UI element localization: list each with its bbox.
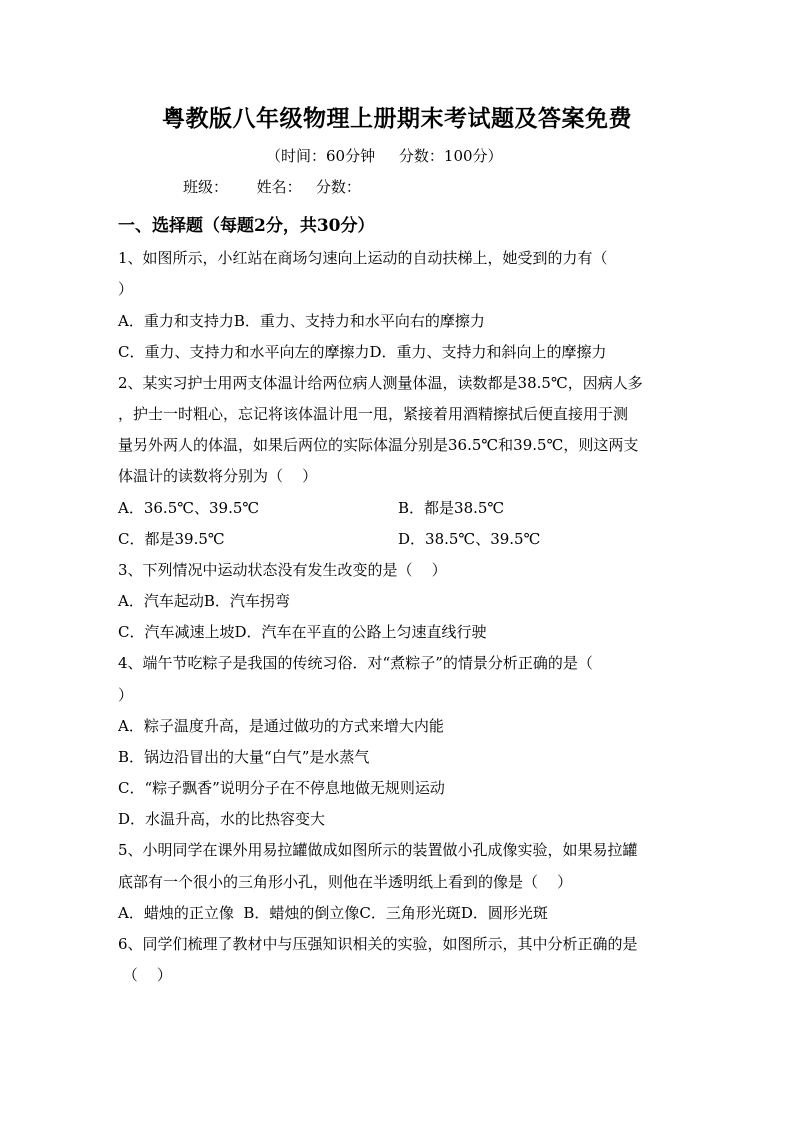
question-2-stem-cont: 量另外两人的体温，如果后两位的实际体温分别是36.5℃和39.5℃，则这两支 bbox=[118, 436, 639, 454]
question-2-option-d: D．38.5℃、39.5℃ bbox=[398, 530, 541, 548]
question-5-options: A．蜡烛的正立像 B．蜡烛的倒立像C．三角形光斑D．圆形光斑 bbox=[118, 904, 548, 922]
question-4-option-b: B．锅边沿冒出的大量“白气”是水蒸气 bbox=[118, 748, 370, 766]
question-1-stem-cont: ） bbox=[118, 280, 134, 298]
question-1-options-ab: A．重力和支持力B．重力、支持力和水平向右的摩擦力 bbox=[118, 312, 485, 330]
question-6-stem: 6、同学们梳理了教材中与压强知识相关的实验，如图所示，其中分析正确的是 bbox=[118, 935, 638, 953]
question-3-options-cd: C．汽车减速上坡D．汽车在平直的公路上匀速直线行驶 bbox=[118, 623, 487, 641]
question-1-options-cd: C．重力、支持力和水平向左的摩擦力D．重力、支持力和斜向上的摩擦力 bbox=[118, 343, 607, 361]
question-2-stem: 2、某实习护士用两支体温计给两位病人测量体温，读数都是38.5℃，因病人多 bbox=[118, 374, 643, 392]
question-4-option-c: C．“粽子飘香”说明分子在不停息地做无规则运动 bbox=[118, 779, 445, 797]
question-6-stem-cont: （ ） bbox=[118, 966, 172, 984]
question-2-stem-cont: ，护士一时粗心，忘记将该体温计甩一甩，紧接着用酒精擦拭后便直接用于测 bbox=[118, 405, 629, 423]
question-4-stem-cont: ） bbox=[118, 686, 134, 704]
student-info-line: 班级： 姓名： 分数： bbox=[183, 178, 361, 196]
question-2-option-b: B．都是38.5℃ bbox=[398, 499, 505, 517]
section-title-multiple-choice: 一、选择题（每题2分，共30分） bbox=[118, 216, 375, 236]
question-4-option-d: D．水温升高，水的比热容变大 bbox=[118, 810, 326, 828]
question-3-options-ab: A．汽车起动B．汽车拐弯 bbox=[118, 592, 290, 610]
document-title: 粤教版八年级物理上册期末考试题及答案免费 bbox=[162, 105, 632, 132]
question-4-stem: 4、端午节吃粽子是我国的传统习俗．对“煮粽子”的情景分析正确的是（ bbox=[118, 654, 593, 672]
question-2-option-a: A．36.5℃、39.5℃ bbox=[118, 499, 260, 517]
question-2-option-c: C．都是39.5℃ bbox=[118, 530, 225, 548]
question-1-stem: 1、如图所示，小红站在商场匀速向上运动的自动扶梯上，她受到的力有（ bbox=[118, 249, 608, 267]
question-5-stem: 5、小明同学在课外用易拉罐做成如图所示的装置做小孔成像实验，如果易拉罐 bbox=[118, 841, 638, 859]
exam-time-score: （时间：60分钟 分数：100分） bbox=[266, 147, 503, 165]
question-4-option-a: A．粽子温度升高，是通过做功的方式来增大内能 bbox=[118, 717, 444, 735]
question-2-stem-cont: 体温计的读数将分别为（ ） bbox=[118, 467, 318, 485]
question-3-stem: 3、下列情况中运动状态没有发生改变的是（ ） bbox=[118, 561, 447, 579]
question-5-stem-cont: 底部有一个很小的三角形小孔，则他在半透明纸上看到的像是（ ） bbox=[118, 873, 573, 891]
